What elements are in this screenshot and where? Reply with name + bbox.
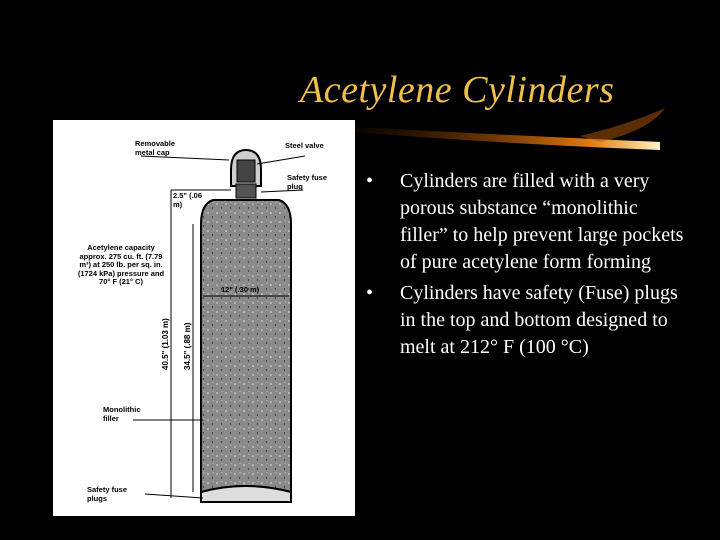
label-removable-cap: Removable metal cap xyxy=(135,139,176,157)
label-acetylene-capacity: Acetylene capacity approx. 275 cu. ft. (7.79 m³) at 250 lb. per sq. in. (1724 kPa) pressure and 70° F (21° C) xyxy=(77,243,165,286)
cylinder-body xyxy=(201,200,291,492)
bullet-text: Cylinders are filled with a very porous substance “monolithic filler” to help prevent large pockets of pure acetylene form forming xyxy=(400,170,684,273)
label-diameter: 12" (.30 m) xyxy=(221,285,260,294)
bullet-text: Cylinders have safety (Fuse) plugs in the top and bottom designed to melt at 212° F (100 °C) xyxy=(400,282,678,358)
label-monolithic-filler: Monolithic filler xyxy=(103,405,141,423)
bullet-icon: • xyxy=(366,282,374,304)
label-overall-height: 40.5" (1.03 m) xyxy=(161,318,170,370)
cylinder-foot xyxy=(201,486,291,502)
label-top-height: 2.5" (.06 m) xyxy=(173,191,202,209)
slide-title: Acetylene Cylinders xyxy=(300,69,615,111)
label-safety-fuse-plug-top: Safety fuse plug xyxy=(287,173,328,191)
label-body-height: 34.5" (.88 m) xyxy=(183,322,192,370)
label-steel-valve: Steel valve xyxy=(285,141,324,150)
bullet-icon: • xyxy=(366,170,374,192)
bullet-item xyxy=(366,168,686,276)
cylinder-diagram xyxy=(53,120,355,516)
label-safety-fuse-plugs-bottom: Safety fuse plugs xyxy=(87,485,128,503)
bullet-list xyxy=(366,168,686,365)
bullet-item xyxy=(366,280,686,361)
valve xyxy=(236,184,256,198)
